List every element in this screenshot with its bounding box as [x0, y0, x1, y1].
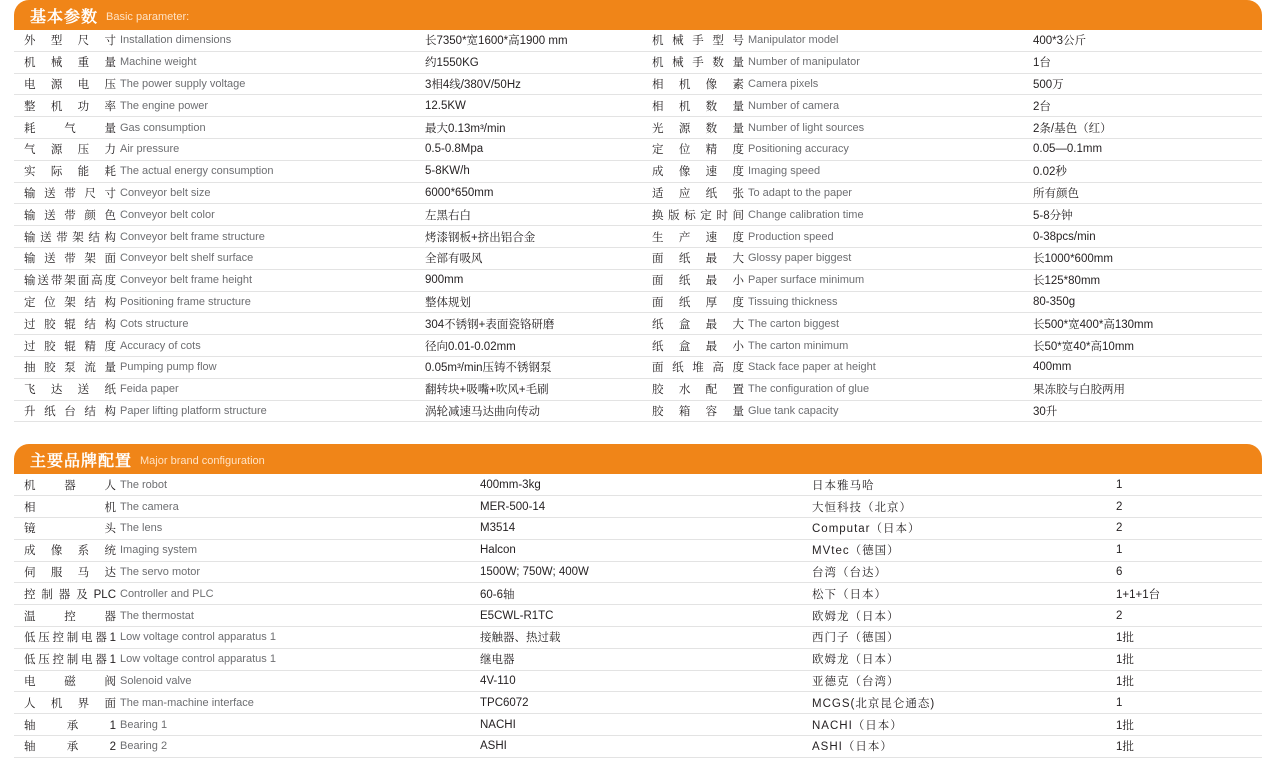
item-label-cn: 控制器及PLC — [24, 588, 116, 601]
item-quantity: 6 — [1116, 565, 1123, 578]
param-label-en: Positioning accuracy — [748, 143, 849, 156]
basic-parameter-right-column — [638, 30, 1262, 422]
item-brand: Computar（日本） — [812, 523, 921, 536]
table-row — [14, 30, 638, 52]
param-label-cn: 生产速度 — [652, 231, 744, 244]
section-gap — [0, 422, 1276, 444]
brand-configuration-title-en: Major brand configuration — [140, 454, 265, 467]
param-value: 长7350*宽1600*高1900 mm — [425, 35, 568, 48]
basic-parameter-table — [14, 30, 1262, 422]
param-value: 0.05—0.1mm — [1033, 143, 1103, 156]
param-value: 5-8KW/h — [425, 165, 470, 178]
param-label-en: Stack face paper at height — [748, 361, 876, 374]
param-value: 0.5-0.8Mpa — [425, 143, 484, 156]
param-value: 400*3公斤 — [1033, 35, 1087, 48]
param-label-en: Conveyor belt shelf surface — [120, 252, 254, 265]
table-row — [14, 161, 638, 183]
param-label-cn: 整机功率 — [24, 100, 116, 113]
item-label-en: Low voltage control apparatus 1 — [120, 631, 276, 644]
param-value: 长500*宽400*高130mm — [1033, 318, 1154, 331]
param-label-cn: 换版标定时间 — [652, 209, 744, 222]
table-row — [638, 52, 1262, 74]
table-row — [14, 583, 1262, 605]
param-label-cn: 胶箱容量 — [652, 405, 744, 418]
table-row — [14, 562, 1262, 584]
param-label-en: To adapt to the paper — [748, 186, 852, 199]
table-row — [14, 139, 638, 161]
item-brand: 欧姆龙（日本） — [812, 610, 900, 623]
param-label-cn: 输送带尺寸 — [24, 187, 116, 200]
param-label-en: The engine power — [120, 99, 209, 112]
table-row — [638, 183, 1262, 205]
item-label-cn: 成像系统 — [24, 545, 116, 558]
param-label-en: Gas consumption — [120, 121, 206, 134]
table-row — [14, 183, 638, 205]
param-value: 径向0.01-0.02mm — [425, 340, 516, 353]
item-brand: MCGS(北京昆仑通态) — [812, 697, 936, 710]
param-value: 涡轮减速马达曲向传动 — [425, 405, 540, 418]
param-label-cn: 输送带架结构 — [24, 231, 116, 244]
item-label-cn: 镜头 — [24, 523, 116, 536]
item-model: 继电器 — [480, 654, 515, 667]
param-label-cn: 定位架结构 — [24, 296, 116, 309]
param-value: 长125*80mm — [1033, 275, 1101, 288]
item-quantity: 2 — [1116, 500, 1123, 513]
param-label-en: Cots structure — [120, 317, 189, 330]
param-label-en: The carton minimum — [748, 339, 849, 352]
param-value: 0.02秒 — [1033, 166, 1067, 179]
table-row — [638, 401, 1262, 423]
item-label-en: Imaging system — [120, 544, 198, 557]
item-model: 1500W; 750W; 400W — [480, 565, 589, 578]
item-model: Halcon — [480, 544, 516, 557]
item-label-en: Controller and PLC — [120, 587, 214, 600]
param-value: 0.05m³/min压铸不锈钢泵 — [425, 362, 552, 375]
item-quantity: 1 — [1116, 478, 1123, 491]
table-row — [14, 335, 638, 357]
item-brand: 日本雅马哈 — [812, 479, 875, 492]
param-value: 约1550KG — [425, 57, 479, 70]
item-quantity: 2 — [1116, 609, 1123, 622]
item-label-cn: 低压控制电器1 — [24, 654, 116, 667]
table-row — [14, 117, 638, 139]
table-row — [638, 139, 1262, 161]
item-model: 4V-110 — [480, 674, 516, 687]
param-value: 30升 — [1033, 405, 1058, 418]
param-label-en: Number of manipulator — [748, 56, 860, 69]
item-brand: MVtec（德国） — [812, 545, 900, 558]
param-value: 900mm — [425, 274, 464, 287]
item-label-cn: 温控器 — [24, 610, 116, 623]
param-value: 500万 — [1033, 78, 1064, 91]
param-label-en: Production speed — [748, 230, 834, 243]
param-label-cn: 胶水配置 — [652, 384, 744, 397]
table-row — [14, 496, 1262, 518]
table-row — [14, 627, 1262, 649]
param-label-cn: 纸盒最大 — [652, 318, 744, 331]
param-label-en: The carton biggest — [748, 317, 840, 330]
param-label-cn: 过胶辊结构 — [24, 318, 116, 331]
item-brand: 亚德克（台湾） — [812, 675, 900, 688]
brand-configuration-header — [14, 444, 1262, 474]
param-label-en: Accuracy of cots — [120, 339, 201, 352]
table-row — [638, 95, 1262, 117]
param-label-en: Paper surface minimum — [748, 274, 865, 287]
item-model: 接触器、热过载 — [480, 632, 561, 645]
table-row — [638, 270, 1262, 292]
table-row — [638, 204, 1262, 226]
param-value: 所有颜色 — [1033, 187, 1079, 200]
item-brand: 台湾（台达） — [812, 566, 887, 579]
basic-parameter-title-cn: 基本参数 — [30, 8, 99, 26]
param-value: 全部有吸风 — [425, 253, 483, 266]
table-row — [14, 649, 1262, 671]
param-label-en: Glossy paper biggest — [748, 252, 852, 265]
param-label-cn: 机械手数量 — [652, 57, 744, 70]
table-row — [14, 52, 638, 74]
param-value: 2台 — [1033, 100, 1051, 113]
item-brand: ASHI（日本） — [812, 741, 893, 754]
item-model: 60-6轴 — [480, 588, 515, 601]
table-row — [638, 248, 1262, 270]
table-row — [638, 335, 1262, 357]
item-brand: 大恒科技（北京） — [812, 501, 912, 514]
table-row — [14, 204, 638, 226]
param-value: 整体规划 — [425, 296, 471, 309]
item-brand: NACHI（日本） — [812, 719, 903, 732]
item-label-en: The lens — [120, 522, 163, 535]
param-label-en: Machine weight — [120, 56, 197, 69]
table-row — [14, 270, 638, 292]
basic-parameter-left-column — [14, 30, 638, 422]
param-value: 80-350g — [1033, 295, 1076, 308]
item-quantity: 1批 — [1116, 741, 1134, 754]
param-label-cn: 机械重量 — [24, 57, 116, 70]
table-row — [14, 474, 1262, 496]
brand-configuration-rows — [14, 474, 1262, 757]
item-label-cn: 伺服马达 — [24, 566, 116, 579]
brand-configuration-title-cn: 主要品牌配置 — [30, 452, 133, 470]
param-label-cn: 相机数量 — [652, 100, 744, 113]
param-label-cn: 面纸最小 — [652, 275, 744, 288]
item-label-en: The robot — [120, 478, 168, 491]
param-label-cn: 面纸厚度 — [652, 296, 744, 309]
param-label-cn: 外型尺寸 — [24, 35, 116, 48]
item-label-en: Solenoid valve — [120, 674, 192, 687]
param-label-en: Glue tank capacity — [748, 404, 839, 417]
param-label-en: Positioning frame structure — [120, 295, 251, 308]
param-label-en: Installation dimensions — [120, 34, 232, 47]
table-row — [638, 117, 1262, 139]
table-row — [14, 714, 1262, 736]
param-label-en: Paper lifting platform structure — [120, 404, 267, 417]
param-label-en: Conveyor belt frame structure — [120, 230, 265, 243]
item-brand: 西门子（德国） — [812, 632, 900, 645]
param-label-en: Air pressure — [120, 143, 180, 156]
table-row — [14, 248, 638, 270]
param-label-cn: 面纸堆高度 — [652, 362, 744, 375]
param-label-en: Number of camera — [748, 99, 840, 112]
item-model: E5CWL-R1TC — [480, 609, 554, 622]
param-label-cn: 过胶辊精度 — [24, 340, 116, 353]
item-model: 400mm-3kg — [480, 478, 541, 491]
table-row — [638, 379, 1262, 401]
param-label-en: The actual energy consumption — [120, 165, 274, 178]
param-label-cn: 适应纸张 — [652, 187, 744, 200]
item-model: M3514 — [480, 522, 516, 535]
brand-configuration-table — [14, 474, 1262, 757]
param-label-en: Number of light sources — [748, 121, 865, 134]
item-quantity: 1批 — [1116, 719, 1134, 732]
param-label-cn: 相机像素 — [652, 78, 744, 91]
item-label-cn: 低压控制电器1 — [24, 632, 116, 645]
param-label-en: Change calibration time — [748, 208, 864, 221]
item-label-en: The camera — [120, 500, 179, 513]
param-value: 5-8分钟 — [1033, 209, 1073, 222]
param-label-en: Camera pixels — [748, 77, 819, 90]
basic-parameter-header — [14, 0, 1262, 30]
table-row — [14, 401, 638, 423]
param-value: 12.5KW — [425, 99, 466, 112]
param-value: 1台 — [1033, 57, 1051, 70]
param-label-cn: 输送带架面 — [24, 253, 116, 266]
item-quantity: 1批 — [1116, 632, 1134, 645]
param-value: 果冻胶与白胶两用 — [1033, 384, 1125, 397]
param-label-cn: 飞达送纸 — [24, 384, 116, 397]
table-row — [14, 379, 638, 401]
item-quantity: 1 — [1116, 696, 1123, 709]
param-label-en: Conveyor belt color — [120, 208, 215, 221]
item-label-cn: 轴承2 — [24, 741, 116, 754]
table-row — [14, 671, 1262, 693]
table-row — [14, 74, 638, 96]
item-label-cn: 相机 — [24, 501, 116, 514]
param-label-en: The power supply voltage — [120, 77, 246, 90]
item-model: NACHI — [480, 718, 516, 731]
param-value: 翻转块+吸嘴+吹风+毛刷 — [425, 384, 549, 397]
table-row — [14, 518, 1262, 540]
param-label-cn: 气源压力 — [24, 144, 116, 157]
param-value: 0-38pcs/min — [1033, 230, 1096, 243]
table-row — [14, 736, 1262, 758]
item-quantity: 1批 — [1116, 654, 1134, 667]
param-value: 304不锈钢+表面瓷铬研磨 — [425, 318, 555, 331]
table-row — [14, 605, 1262, 627]
param-label-en: Conveyor belt frame height — [120, 274, 253, 287]
basic-parameter-title-en: Basic parameter: — [106, 10, 190, 23]
item-label-cn: 轴承1 — [24, 719, 116, 732]
table-row — [638, 74, 1262, 96]
param-value: 400mm — [1033, 361, 1072, 374]
table-row — [638, 30, 1262, 52]
item-model: MER-500-14 — [480, 500, 546, 513]
table-row — [14, 313, 638, 335]
param-label-cn: 抽胶泵流量 — [24, 362, 116, 375]
param-label-en: Tissuing thickness — [748, 295, 838, 308]
param-value: 长50*宽40*高10mm — [1033, 340, 1134, 353]
table-row — [638, 313, 1262, 335]
item-quantity: 1+1+1台 — [1116, 588, 1161, 601]
param-value: 3相4线/380V/50Hz — [425, 78, 521, 91]
item-model: ASHI — [480, 740, 507, 753]
table-row — [638, 292, 1262, 314]
param-label-en: Feida paper — [120, 383, 179, 396]
param-label-cn: 输送带颜色 — [24, 209, 116, 222]
item-brand: 松下（日本） — [812, 588, 887, 601]
item-quantity: 2 — [1116, 522, 1123, 535]
param-label-cn: 光源数量 — [652, 122, 744, 135]
item-label-cn: 电磁阀 — [24, 675, 116, 688]
item-label-en: Low voltage control apparatus 1 — [120, 653, 276, 666]
item-model: TPC6072 — [480, 696, 529, 709]
param-label-cn: 定位精度 — [652, 144, 744, 157]
param-value: 烤漆钢板+挤出铝合金 — [425, 231, 536, 244]
table-row — [14, 226, 638, 248]
item-label-en: Bearing 2 — [120, 740, 168, 753]
table-row — [14, 692, 1262, 714]
table-row — [14, 357, 638, 379]
brand-configuration-section — [0, 444, 1276, 757]
param-label-cn: 耗气量 — [24, 122, 116, 135]
item-label-cn: 机器人 — [24, 479, 116, 492]
param-label-en: Pumping pump flow — [120, 361, 217, 374]
param-label-en: Manipulator model — [748, 34, 839, 47]
param-label-en: Imaging speed — [748, 165, 821, 178]
param-label-cn: 输送带架面高度 — [24, 275, 116, 288]
table-row — [638, 226, 1262, 248]
param-value: 长1000*600mm — [1033, 253, 1113, 266]
item-label-cn: 人机界面 — [24, 697, 116, 710]
param-label-cn: 纸盒最小 — [652, 340, 744, 353]
param-value: 6000*650mm — [425, 186, 494, 199]
param-label-cn: 面纸最大 — [652, 253, 744, 266]
table-row — [14, 540, 1262, 562]
item-brand: 欧姆龙（日本） — [812, 654, 900, 667]
param-value: 左黑右白 — [425, 209, 471, 222]
table-row — [14, 292, 638, 314]
item-label-en: The man-machine interface — [120, 696, 254, 709]
param-label-cn: 升纸台结构 — [24, 405, 116, 418]
param-label-cn: 实际能耗 — [24, 166, 116, 179]
table-row — [14, 95, 638, 117]
item-label-en: Bearing 1 — [120, 718, 168, 731]
param-label-en: The configuration of glue — [748, 383, 870, 396]
param-value: 2条/基色（红） — [1033, 122, 1112, 135]
param-label-cn: 成像速度 — [652, 166, 744, 179]
param-label-en: Conveyor belt size — [120, 186, 211, 199]
item-quantity: 1批 — [1116, 675, 1134, 688]
item-label-en: The servo motor — [120, 565, 201, 578]
item-quantity: 1 — [1116, 544, 1123, 557]
table-row — [638, 161, 1262, 183]
param-value: 最大0.13m³/min — [425, 122, 506, 135]
item-label-en: The thermostat — [120, 609, 194, 622]
param-label-cn: 电源电压 — [24, 78, 116, 91]
param-label-cn: 机械手型号 — [652, 35, 744, 48]
table-row — [638, 357, 1262, 379]
